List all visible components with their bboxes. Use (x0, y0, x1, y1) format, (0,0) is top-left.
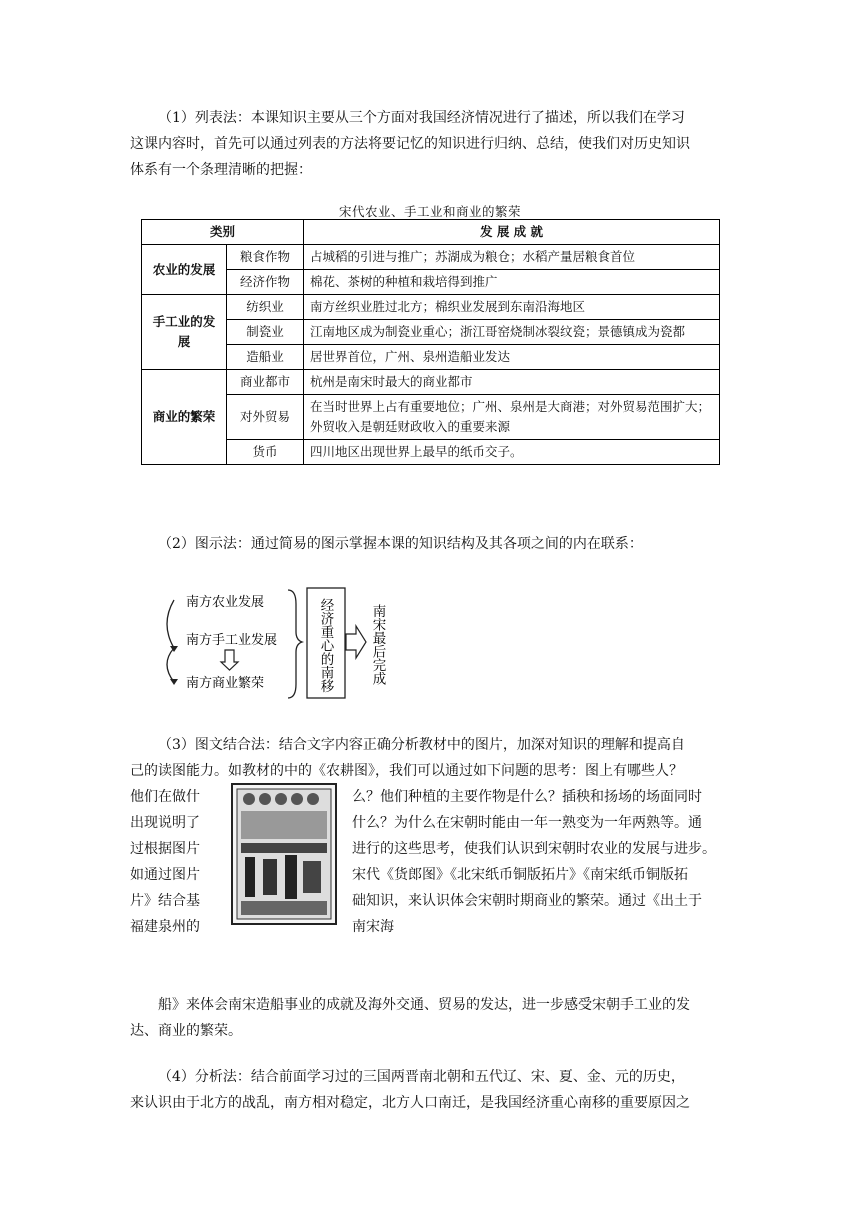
row-text: 江南地区成为制瓷业重心；浙江哥窑烧制冰裂纹瓷；景德镇成为瓷都 (304, 320, 720, 345)
text-line-left: 福建泉州的 (130, 919, 200, 935)
row-text: 四川地区出现世界上最早的纸币交子。 (304, 440, 720, 465)
achievements-table (141, 219, 720, 465)
header-category: 类别 (142, 220, 304, 245)
text-line-left: 过根据图片 (130, 841, 200, 857)
table-row (142, 320, 720, 345)
group-commerce: 商业的繁荣 (142, 370, 227, 465)
text-line-right: 什么？为什么在宋朝时能由一年一熟变为一年两熟等。通 (352, 815, 702, 831)
down-arrow-icon (221, 650, 238, 670)
row-text: 居世界首位，广州、泉州造船业发达 (304, 345, 720, 370)
row-text: 占城稻的引进与推广；苏湖成为粮仓；水稻产量居粮食首位 (304, 245, 720, 270)
table-row (142, 370, 720, 395)
table-caption: 宋代农业、手工业和商业的繁荣 (338, 204, 521, 219)
item-handicraft: 南方手工业发展 (186, 632, 278, 647)
row-item: 造船业 (227, 345, 304, 370)
row-text: 外贸收入是朝廷财政收入的重要来源 (310, 419, 511, 434)
item-agriculture: 南方农业发展 (186, 594, 265, 609)
item-commerce: 南方商业繁荣 (186, 675, 265, 690)
knowledge-structure-diagram (160, 584, 400, 702)
text-line-left: 如通过图片 (130, 867, 200, 883)
paragraph-diagram-method: （2）图示法：通过简易的图示掌握本课的知识结构及其各项之间的内在联系： (158, 536, 643, 552)
table-row (142, 270, 720, 295)
group-agriculture: 农业的发展 (142, 245, 227, 295)
row-item: 对外贸易 (227, 395, 304, 440)
row-text: 在当时世界上占有重要地位；广州、泉州是大商港；对外贸易范围扩大； (310, 399, 711, 414)
text-line: 来认识由于北方的战乱，南方相对稳定，北方人口南迁，是我国经济重心南移的重要原因之 (130, 1095, 690, 1111)
brace-icon (288, 590, 302, 698)
text-line-left: 出现说明了 (130, 815, 200, 831)
text-line: 体系有一个条理清晰的把握： (130, 162, 312, 178)
row-text: 杭州是南宋时最大的商业都市 (304, 370, 720, 395)
table-row (142, 395, 720, 440)
text-line-left: 片》结合基 (130, 893, 200, 909)
right-arrow-icon (346, 626, 366, 658)
text-line: （4）分析法：结合前面学习过的三国两晋南北朝和五代辽、宋、夏、金、元的历史， (158, 1069, 685, 1085)
text-line-right: 南宋海 (352, 919, 394, 935)
woodblock-print-image (231, 783, 337, 925)
text-line-right: 么？他们种植的主要作物是什么？插秧和扬场的场面同时 (352, 789, 702, 805)
table-row (142, 345, 720, 370)
row-text: 棉花、茶树的种植和栽培得到推广 (304, 270, 720, 295)
table-row (142, 245, 720, 270)
row-item: 粮食作物 (227, 245, 304, 270)
group-handicraft: 手工业的发展 (142, 295, 227, 370)
curve-arrow-icon (167, 600, 174, 682)
result-text: 南宋最后完成 (370, 604, 386, 685)
row-item: 纺织业 (227, 295, 304, 320)
text-line: 己的读图能力。如教材的中的《农耕图》，我们可以通过如下问题的思考：图上有哪些人？ (130, 763, 683, 779)
text-line-right: 宋代《货郎图》《北宋纸币铜版拓片》《南宋纸币铜版拓 (352, 867, 688, 883)
text-line: （3）图文结合法：结合文字内容正确分析教材中的图片，加深对知识的理解和提高自 (158, 737, 685, 753)
text-line-left: 他们在做什 (130, 789, 200, 805)
header-achievement: 发 展 成 就 (304, 220, 720, 245)
text-line: 这课内容时，首先可以通过列表的方法将要记忆的知识进行归纳、总结，使我们对历史知识 (130, 136, 690, 152)
text-line: （1）列表法：本课知识主要从三个方面对我国经济情况进行了描述，所以我们在学习 (158, 110, 685, 126)
text-line-right: 进行的这些思考，使我们认识到宋朝时农业的发展与进步。 (352, 841, 716, 857)
image-icon (233, 785, 335, 923)
paragraph-list-method (130, 105, 730, 183)
text-line: 船》来体会南宋造船事业的成就及海外交通、贸易的发达，进一步感受宋朝手工业的发 (158, 997, 690, 1013)
row-item: 经济作物 (227, 270, 304, 295)
row-item: 货币 (227, 440, 304, 465)
table-row (142, 295, 720, 320)
row-text: 南方丝织业胜过北方；棉织业发展到东南沿海地区 (304, 295, 720, 320)
text-line-right: 础知识，来认识体会宋朝时期商业的繁荣。通过《出土于 (352, 893, 702, 909)
row-item: 制瓷业 (227, 320, 304, 345)
row-text-multi (304, 395, 720, 440)
table-row (142, 440, 720, 465)
middle-text: 经济重心的南移 (318, 598, 334, 693)
arrowhead-icon (170, 679, 178, 685)
table-header-row (142, 220, 720, 245)
text-line: 达、商业的繁荣。 (130, 1023, 242, 1039)
row-item: 商业都市 (227, 370, 304, 395)
